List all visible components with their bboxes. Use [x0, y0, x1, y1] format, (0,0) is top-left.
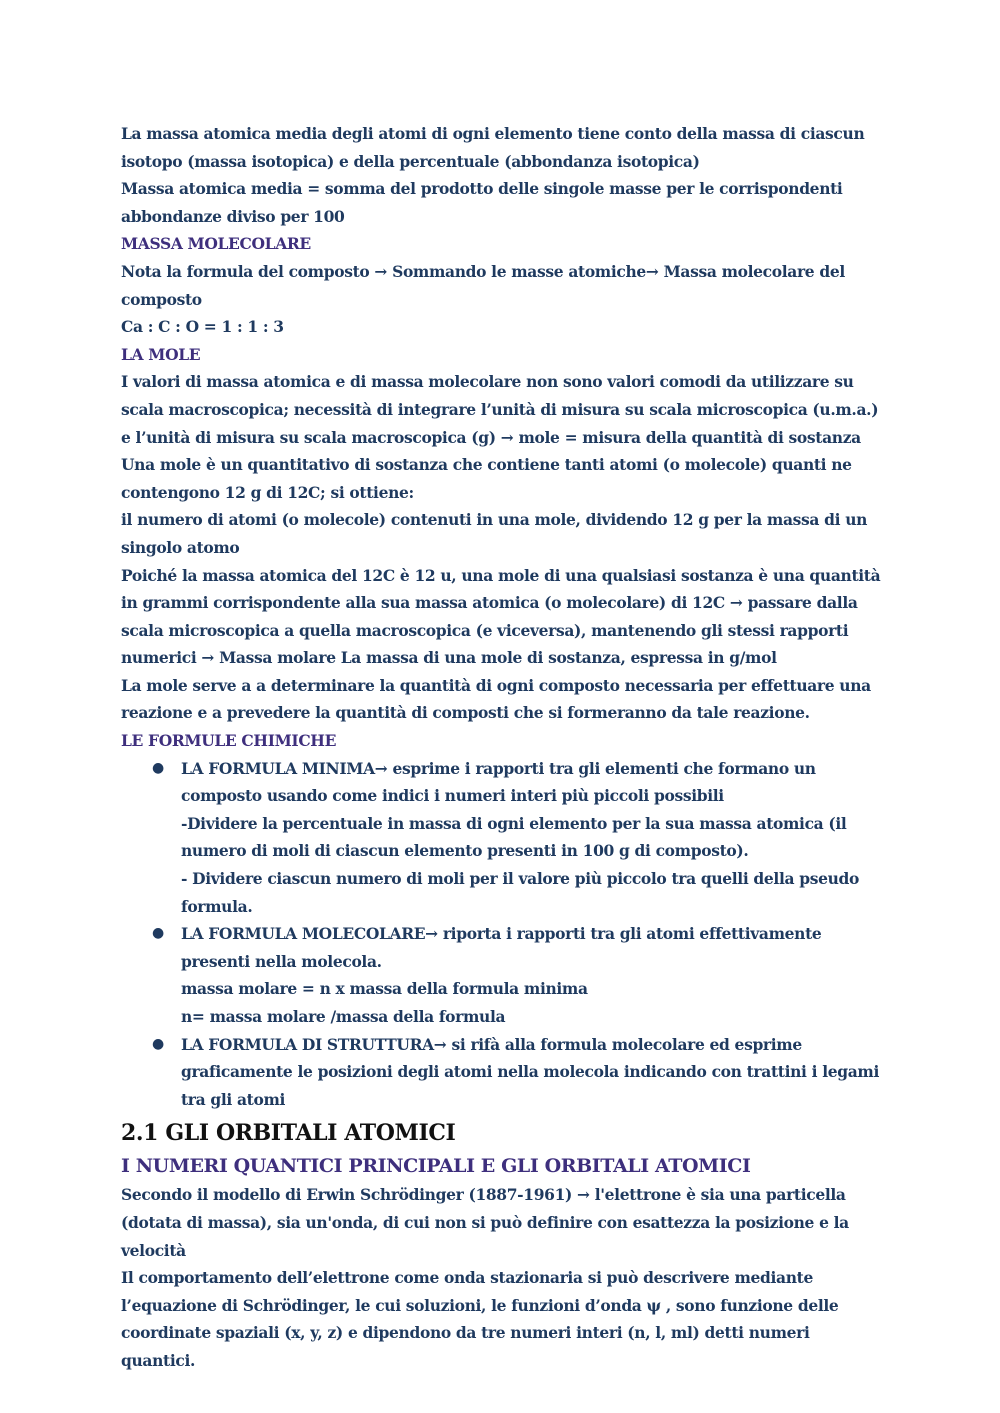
intro-paragraph: La massa atomica media degli atomi di ogni elemento tiene conto della massa di ciascun isotopo (massa isotopica) e della percentuale (abbondanza isotopica): [121, 124, 865, 171]
subheading-numeri-quantici: I NUMERI QUANTICI PRINCIPALI E GLI ORBITALI ATOMICI: [121, 1155, 751, 1178]
bullet-text: massa molare = n x massa della formula minima: [181, 979, 588, 999]
paragraph: Nota la formula del composto → Sommando le masse atomiche→ Massa molecolare del composto: [121, 261, 845, 309]
paragraph: Poiché la massa atomica del 12C è 12 u, una mole di una qualsiasi sostanza è una quantità in grammi corrispondente alla sua massa atomica (o molecolare) di 12C → passare dalla scala microscopica a quella macroscopica (e viceversa), mantenendo gli stessi rapporti numerici → Massa molare La massa di una mole di sostanza, espressa in g/mol: [121, 565, 881, 668]
bullet-text: LA FORMULA DI STRUTTURA→ si rifà alla formula molecolare ed esprime graficamente le posizioni degli atomi nella molecola indicando con trattini i legami tra gli atomi: [181, 1034, 880, 1109]
section-heading-la-mole: LA MOLE: [121, 344, 201, 364]
section-heading-massa-molecolare: MASSA MOLECOLARE: [121, 234, 311, 254]
paragraph: Secondo il modello di Erwin Schrödinger (1887-1961) → l'elettrone è sia una particella (dotata di massa), sia un'onda, di cui non si può definire con esattezza la posizione e la velocità: [121, 1185, 849, 1260]
bullet-icon: ●: [152, 925, 164, 942]
bullet-text: LA FORMULA MINIMA→ esprime i rapporti tra gli elementi che formano un composto usando come indici i numeri interi più piccoli possibili: [181, 758, 816, 806]
paragraph: I valori di massa atomica e di massa molecolare non sono valori comodi da utilizzare su scala macroscopica; necessità di integrare l’unità di misura su scala microscopica (u.m.a.) e l’unità di misura su scala macroscopica (g) → mole = misura della quantità di sostanza: [121, 372, 879, 447]
paragraph: Una mole è un quantitativo di sostanza che contiene tanti atomi (o molecole) quanti ne contengono 12 g di 12C; si ottiene:: [121, 455, 852, 502]
list-item: [152, 1031, 881, 1114]
list-item: [152, 920, 881, 1030]
bullet-text: -Dividere la percentuale in massa di ogni elemento per la sua massa atomica (il numero di moli di ciascun elemento presenti in 100 g di composto).: [181, 813, 847, 861]
list-item: [152, 755, 881, 921]
formule-bullet-list: [121, 755, 881, 1114]
bullet-text: - Dividere ciascun numero di moli per il valore più piccolo tra quelli della pseudo formula.: [181, 869, 860, 916]
bullet-text: n= massa molare /massa della formula: [181, 1007, 506, 1026]
paragraph: il numero di atomi (o molecole) contenuti in una mole, dividendo 12 g per la massa di un singolo atomo: [121, 510, 868, 557]
paragraph: La mole serve a a determinare la quantità di ogni composto necessaria per effettuare una reazione e a prevedere la quantità di composti che si formeranno da tale reazione.: [121, 675, 871, 723]
section-heading-formule-chimiche: LE FORMULE CHIMICHE: [121, 731, 337, 751]
main-heading-orbitali: 2.1 GLI ORBITALI ATOMICI: [121, 1120, 456, 1147]
intro-paragraph: Massa atomica media = somma del prodotto delle singole masse per le corrispondenti abbondanze diviso per 100: [121, 179, 843, 226]
bullet-icon: ●: [152, 759, 164, 776]
paragraph: Il comportamento dell’elettrone come onda stazionaria si può descrivere mediante l’equazione di Schrödinger, le cui soluzioni, le funzioni d’onda ψ , sono funzione delle coordinate spaziali (x, y, z) e dipendono da tre numeri interi (n, l, ml) detti numeri quantici.: [121, 1268, 839, 1370]
bullet-icon: ●: [152, 1035, 164, 1052]
document-page: [121, 120, 881, 1375]
bullet-text: LA FORMULA MOLECOLARE→ riporta i rapporti tra gli atomi effettivamente presenti nella molecola.: [181, 924, 822, 971]
paragraph: Ca : C : O = 1 : 1 : 3: [121, 317, 284, 337]
